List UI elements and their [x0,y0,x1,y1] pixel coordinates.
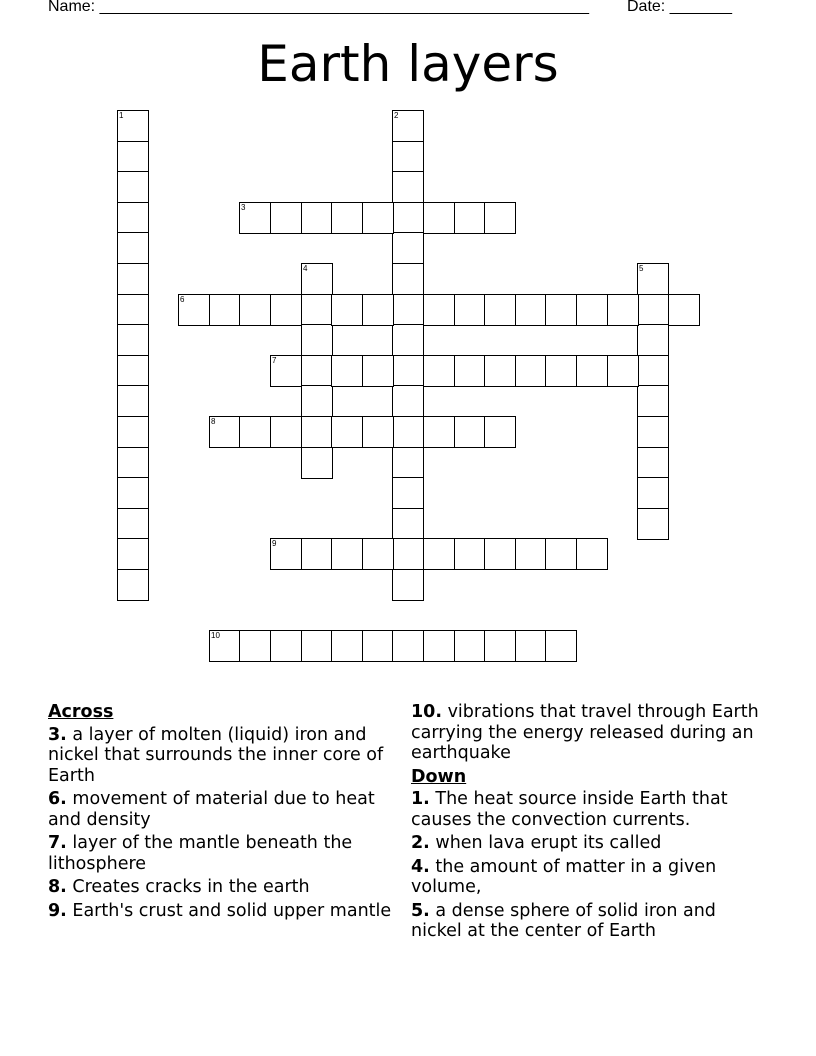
crossword-cell[interactable] [117,294,149,326]
crossword-cell[interactable] [117,355,149,387]
crossword-cell[interactable] [301,202,333,234]
clue-number-label: 7 [272,356,277,365]
crossword-cell[interactable] [392,538,424,570]
crossword-cell[interactable] [607,355,639,387]
crossword-cell[interactable] [392,171,424,203]
crossword-cell[interactable] [331,630,363,662]
crossword-cell[interactable] [117,324,149,356]
crossword-cell[interactable] [239,630,271,662]
crossword-cell[interactable] [545,630,577,662]
crossword-cell[interactable] [270,630,302,662]
crossword-cell[interactable] [637,385,669,417]
crossword-cell[interactable] [454,416,486,448]
crossword-cell[interactable] [178,294,210,326]
crossword-cell[interactable] [454,202,486,234]
crossword-cell[interactable] [545,538,577,570]
crossword-cell[interactable] [484,202,516,234]
crossword-cell[interactable] [392,477,424,509]
clue-number-label: 3 [241,203,246,212]
crossword-cell[interactable] [331,538,363,570]
crossword-cell[interactable] [117,171,149,203]
crossword-cell[interactable] [637,355,669,387]
clue-number-label: 6 [180,295,185,304]
crossword-cell[interactable] [637,508,669,540]
crossword-cell[interactable] [362,294,394,326]
crossword-cell[interactable] [545,294,577,326]
crossword-cell[interactable] [209,294,241,326]
crossword-cell[interactable] [454,538,486,570]
crossword-cell[interactable] [392,232,424,264]
clue-number-label: 10 [211,631,220,640]
crossword-cell[interactable] [301,294,333,326]
clue-across-3: 3. a layer of molten (liquid) iron and nickel that surrounds the inner core of Earth [48,724,384,786]
clue-across-10: 10. vibrations that travel through Earth carrying the energy released during an earthquake [411,702,759,763]
crossword-cell[interactable] [117,141,149,173]
crossword-cell[interactable] [392,416,424,448]
crossword-cell[interactable] [117,508,149,540]
page-title: Earth layers [257,35,559,93]
crossword-cell[interactable] [607,294,639,326]
crossword-cell[interactable] [362,355,394,387]
clue-number-label: 9 [272,539,277,548]
crossword-cell[interactable] [209,416,241,448]
crossword-cell[interactable] [239,294,271,326]
clue-number-label: 4 [303,264,308,273]
crossword-cell[interactable] [331,416,363,448]
crossword-cell[interactable] [270,416,302,448]
crossword-cell[interactable] [392,324,424,356]
crossword-cell[interactable] [392,141,424,173]
crossword-cell[interactable] [637,324,669,356]
crossword-cell[interactable] [392,569,424,601]
crossword-cell[interactable] [362,416,394,448]
crossword-cell[interactable] [117,416,149,448]
crossword-cell[interactable] [423,630,455,662]
crossword-cell[interactable] [392,202,424,234]
crossword-cell[interactable] [423,416,455,448]
crossword-cell[interactable] [392,630,424,662]
clues-column-left [48,702,393,924]
crossword-cell[interactable] [362,630,394,662]
crossword-cell[interactable] [423,294,455,326]
crossword-cell[interactable] [515,355,547,387]
across-heading: Across [48,702,114,722]
crossword-cell[interactable] [362,202,394,234]
crossword-cell[interactable] [331,355,363,387]
clue-across-6: 6. movement of material due to heat and density [48,789,375,830]
clue-down-4: 4. the amount of matter in a given volume, [411,856,717,897]
crossword-cell[interactable] [423,355,455,387]
crossword-cell[interactable] [117,569,149,601]
crossword-cell[interactable] [392,447,424,479]
crossword-cell[interactable] [392,385,424,417]
clue-down-2: 2. when lava erupt its called [411,833,662,853]
crossword-cell[interactable] [423,538,455,570]
clues-column-right [411,702,771,945]
clue-number-label: 1 [119,111,124,120]
crossword-cell[interactable] [454,294,486,326]
crossword-cell[interactable] [270,294,302,326]
crossword-cell[interactable] [117,263,149,295]
clue-across-8: 8. Creates cracks in the earth [48,877,310,897]
crossword-cell[interactable] [117,385,149,417]
down-heading: Down [411,766,467,787]
crossword-cell[interactable] [301,324,333,356]
clue-down-1: 1. The heat source inside Earth that causes the convection currents. [411,789,728,830]
crossword-cell[interactable] [270,538,302,570]
crossword-cell[interactable] [331,202,363,234]
crossword-cell[interactable] [117,110,149,142]
crossword-cell[interactable] [117,232,149,264]
crossword-cell[interactable] [454,355,486,387]
crossword-cell[interactable] [117,202,149,234]
clue-number-label: 8 [211,417,216,426]
crossword-cell[interactable] [362,538,394,570]
crossword-cell[interactable] [637,263,669,295]
crossword-cell[interactable] [239,416,271,448]
crossword-cell[interactable] [117,538,149,570]
crossword-cell[interactable] [301,416,333,448]
clue-down-5: 5. a dense sphere of solid iron and nickel at the center of Earth [411,900,716,941]
crossword-cell[interactable] [117,447,149,479]
crossword-cell[interactable] [301,263,333,295]
crossword-cell[interactable] [545,355,577,387]
crossword-cell[interactable] [239,202,271,234]
crossword-cell[interactable] [484,538,516,570]
crossword-cell[interactable] [515,538,547,570]
crossword-cell[interactable] [392,263,424,295]
crossword-cell[interactable] [209,630,241,662]
crossword-cell[interactable] [392,110,424,142]
crossword-cell[interactable] [515,630,547,662]
crossword-cell[interactable] [484,630,516,662]
crossword-cell[interactable] [637,477,669,509]
crossword-cell[interactable] [117,477,149,509]
crossword-cell[interactable] [270,355,302,387]
crossword-cell[interactable] [637,447,669,479]
clue-number-label: 2 [394,111,399,120]
crossword-cell[interactable] [301,447,333,479]
clue-across-9: 9. Earth's crust and solid upper mantle [48,900,392,921]
clue-across-7: 7. layer of the mantle beneath the lithosphere [48,833,353,874]
crossword-cell[interactable] [484,294,516,326]
crossword-cell[interactable] [301,630,333,662]
crossword-cell[interactable] [301,538,333,570]
crossword-cell[interactable] [301,355,333,387]
crossword-cell[interactable] [637,416,669,448]
crossword-cell[interactable] [392,355,424,387]
crossword-cell[interactable] [668,294,700,326]
name-field-label: Name: _______________________________________________________ [48,0,589,15]
crossword-cell[interactable] [270,202,302,234]
crossword-cell[interactable] [484,355,516,387]
crossword-cell[interactable] [484,416,516,448]
crossword-cell[interactable] [423,202,455,234]
crossword-cell[interactable] [576,538,608,570]
crossword-cell[interactable] [392,294,424,326]
crossword-cell[interactable] [392,508,424,540]
crossword-cell[interactable] [576,355,608,387]
crossword-cell[interactable] [515,294,547,326]
crossword-cell[interactable] [576,294,608,326]
crossword-cell[interactable] [454,630,486,662]
crossword-cell[interactable] [301,385,333,417]
clue-number-label: 5 [639,264,644,273]
crossword-cell[interactable] [331,294,363,326]
date-field-label: Date: _______ [627,0,732,15]
crossword-cell[interactable] [637,294,669,326]
